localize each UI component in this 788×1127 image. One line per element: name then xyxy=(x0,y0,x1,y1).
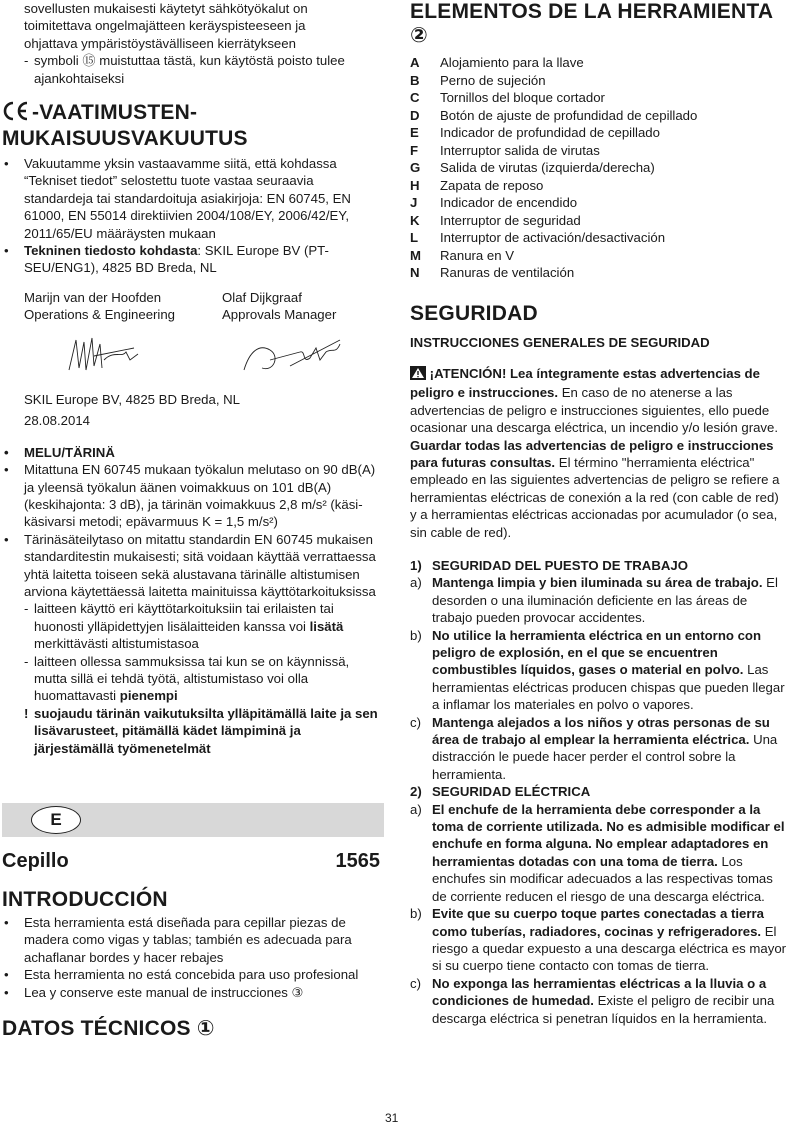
general-safety-heading: INSTRUCCIONES GENERALES DE SEGURIDAD xyxy=(410,334,710,350)
list-item: C Tornillos del bloque cortador xyxy=(410,90,605,105)
list-item: D Botón de ajuste de profundidad de cepillado xyxy=(410,107,698,123)
list-item: N Ranuras de ventilación xyxy=(410,265,575,280)
page-number: 31 xyxy=(385,1111,399,1125)
conformity-heading: -VAATIMUSTEN- MUKAISUUSVAKUUTUS xyxy=(2,101,248,151)
signature-2-icon xyxy=(240,330,350,380)
vibration-note-1: - laitteen käyttö eri käyttötarkoituksiin tai erilaisten tai huonosti ylläpidettyjen lisälaitteiden kanssa voi lisätä merkittävästi altistumistasoa xyxy=(24,601,344,652)
list-item: a) Mantenga limpia y bien iluminada su área de trabajo. El desorden o una iluminación deficiente en las áreas de trabajo pueden provocar accidentes. xyxy=(410,575,778,626)
left-column xyxy=(2,0,382,1041)
list-item: G Salida de virutas (izquierda/derecha) xyxy=(410,160,655,175)
technical-file: • Tekninen tiedosto kohdasta: SKIL Europe BV (PT-SEU/ENG1), 4825 BD Breda, NL xyxy=(4,243,329,276)
list-item: b) No utilice la herramienta eléctrica en un entorno con peligro de explosión, en el que se encuentren combustibles líquidos, gases o material en polvo. Las herramientas eléctricas producen chispas que pueden llegar a inflamar los materiales en polvo o vapores. xyxy=(410,627,785,713)
disposal-line: toimitettava ongelmajätteen keräyspisteeseen ja xyxy=(24,18,306,34)
list-item: c) No exponga las herramientas eléctricas a la lluvia o a condiciones de humedad. Existe el peligro de recibir una descarga eléctrica si penetran líquidos en la herramienta. xyxy=(410,975,775,1026)
product-name: Cepillo xyxy=(2,850,69,872)
signature-date: 28.08.2014 xyxy=(24,413,91,429)
signatures-block xyxy=(24,289,382,389)
list-item: a) El enchufe de la herramienta debe corresponder a la toma de corriente utilizada. No es admisible modificar el enchufe en forma alguna. No emplear adaptadores en herramientas dotadas con una toma de tierra. Los enchufes sin modificar adecuados a las respectivas tomas de corriente reducen el riesgo de una descarga eléctrica. xyxy=(410,801,785,904)
section-1-heading: 1) SEGURIDAD DEL PUESTO DE TRABAJO xyxy=(410,557,688,573)
noise-measurement: • Mitattuna EN 60745 mukaan työkalun melutaso on 90 dB(A) ja yleensä työkalun äänen voimakkuus on 101 dB(A) (keskihajonta: 3 dB), ja tärinän voimakkuus 2,8 m/s² (käsi-käsivarsi metodi; epävarmuus K = 1,5 m/s²) xyxy=(4,462,376,530)
warning-icon xyxy=(410,366,426,384)
disposal-symbol-note: - symboli ⑮ muistuttaa tästä, kun käytöstä poisto tulee ajankohtaiseksi xyxy=(24,53,345,86)
tech-data-heading: DATOS TÉCNICOS ① xyxy=(2,1017,215,1041)
conformity-statement: • Vakuutamme yksin vastaavamme siitä, että kohdassa “Tekniset tiedot” selostettu tuote vastaa seuraavia standardeja tai standardoituja asiakirjoja: EN 60745, EN 61000, EN 55014 direktiivien 2004/108/EY, 2006/42/EY, 2011/65/EU määräysten mukaan xyxy=(4,156,351,241)
list-item: K Interruptor de seguridad xyxy=(410,212,581,228)
safety-heading: SEGURIDAD xyxy=(410,301,538,325)
company-address: SKIL Europe BV, 4825 BD Breda, NL xyxy=(24,391,241,407)
intro-heading: INTRODUCCIÓN xyxy=(2,888,168,911)
intro-bullet: • Esta herramienta está diseñada para cepillar piezas de madera como vigas y tablas; también es adecuada para achaflanar bordes y hacer rebajes xyxy=(4,915,352,965)
list-item: H Zapata de reposo xyxy=(410,177,544,193)
list-item: b) Evite que su cuerpo toque partes conectadas a tierra como tuberías, radiadores, cocinas y refrigeradores. El riesgo a quedar expuesto a una descarga eléctrica es mayor si su cuerpo tiene contacto con tomas de tierra. xyxy=(410,906,787,974)
vibration-level: • Tärinäsäteilytaso on mitattu standardin EN 60745 mukaisen standarditestin mukaisesti; sitä voidaan käyttää verrattaessa yhtä laitetta toiseen sekä alustavana tärinälle altistumisen arviona käytettäessä laitetta mainituissa käyttötarkoituksissa xyxy=(4,531,376,599)
vibration-warning: ! suojaudu tärinän vaikutuksilta ylläpitämällä laite ja sen lisävarusteet, pitämällä kädet lämpiminä ja järjestämällä työmenetelmät xyxy=(24,705,378,756)
product-title-row xyxy=(2,850,382,874)
list-item: c) Mantenga alejados a los niños y otras personas de su área de trabajo al emplear la herramienta eléctrica. Una distracción le puede hacer perder el control sobre la herramienta. xyxy=(410,714,778,782)
safety-warning: ¡ATENCIÓN! Lea íntegramente estas advertencias de peligro e instrucciones. En caso de no atenerse a las advertencias de peligro e instrucciones siguientes, ello puede ocasionar una descarga eléctrica, un incendio y/o lesión grave. Guardar todas las advertencias de peligro e instrucciones para futuras consultas. El término "herramienta eléctrica" empleado en las siguientes advertencias de peligro se refiere a herramientas eléctricas de conexión a la red (con cable de red) y a herramientas eléctricas accionadas por acumulador (o sea, sin cable de red). xyxy=(410,365,780,540)
ce-mark-icon xyxy=(2,101,32,127)
language-badge: E xyxy=(31,806,81,834)
list-item: A Alojamiento para la llave xyxy=(410,55,584,70)
signer-1: Marijn van der Hoofden Operations & Engineering xyxy=(24,289,175,384)
intro-bullet: • Esta herramienta no está concebida para uso profesional xyxy=(4,967,359,983)
signature-1-icon xyxy=(64,330,154,380)
disposal-continued xyxy=(2,0,382,52)
list-item: J Indicador de encendido xyxy=(410,195,578,210)
intro-bullet: • Lea y conserve este manual de instrucciones ③ xyxy=(4,984,304,1000)
list-item: L Interruptor de activación/desactivación xyxy=(410,230,666,245)
list-item: F Interruptor salida de virutas xyxy=(410,142,600,158)
list-item: B Perno de sujeción xyxy=(410,72,546,88)
language-bar xyxy=(2,803,384,837)
disposal-line: sovellusten mukaisesti käytetyt sähkötyökalut on xyxy=(24,1,308,16)
noise-heading: • MELU/TÄRINÄ xyxy=(4,444,115,460)
right-column xyxy=(410,0,788,1027)
vibration-note-2: - laitteen ollessa sammuksissa tai kun se on käynnissä, mutta sillä ei tehdä työtä, altistumistaso voi olla huomattavasti pienempi xyxy=(24,653,350,704)
disposal-line: ohjattava ympäristöystävälliseen kierrätykseen xyxy=(24,35,296,51)
signer-2: Olaf Dijkgraaf Approvals Manager xyxy=(222,289,350,384)
elements-heading: ELEMENTOS DE LA HERRAMIENTA ② xyxy=(410,0,773,47)
list-item: M Ranura en V xyxy=(410,247,515,263)
product-number: 1565 xyxy=(335,850,380,872)
list-item: E Indicador de profundidad de cepillado xyxy=(410,125,660,140)
section-2-heading: 2) SEGURIDAD ELÉCTRICA xyxy=(410,784,591,800)
elements-list xyxy=(410,54,788,282)
